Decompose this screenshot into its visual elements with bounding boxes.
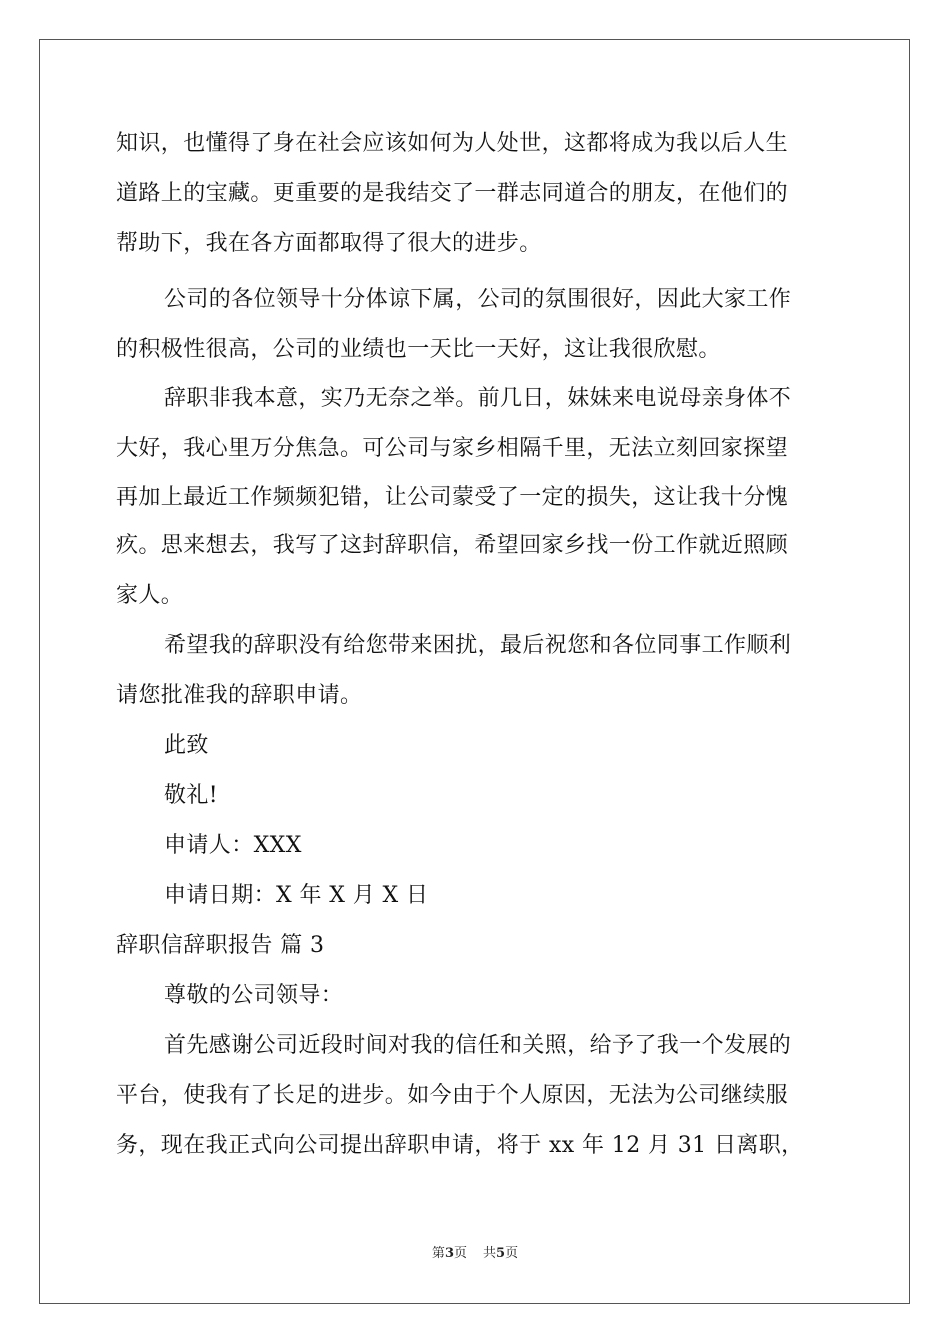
application-date: 申请日期：X 年 X 月 X 日 [164,883,429,908]
page-number-label: 第3页 [431,1246,467,1261]
paragraph-line: 帮助下，我在各方面都取得了很大的进步。 [116,231,542,256]
paragraph-line: 希望我的辞职没有给您带来困扰，最后祝您和各位同事工作顺利 [164,633,792,658]
letter-greeting: 尊敬的公司领导： [164,983,344,1008]
paragraph-line: 公司的各位领导十分体谅下属，公司的氛围很好，因此大家工作 [164,287,792,312]
section-heading: 辞职信辞职报告 篇 3 [116,933,325,958]
applicant-name: 申请人：XXX [164,833,302,858]
paragraph-line: 的积极性很高，公司的业绩也一天比一天好，这让我很欣慰。 [116,337,721,362]
paragraph-line: 知识，也懂得了身在社会应该如何为人处世，这都将成为我以后人生 [116,131,789,156]
paragraph-line: 平台，使我有了长足的进步。如今由于个人原因，无法为公司继续服 [116,1083,789,1108]
closing-regards: 敬礼! [164,783,219,808]
closing-salutation: 此致 [164,733,209,758]
paragraph-line: 辞职非我本意，实乃无奈之举。前几日，妹妹来电说母亲身体不 [164,386,792,411]
paragraph-line: 家人。 [116,583,184,608]
paragraph-line: 大好，我心里万分焦急。可公司与家乡相隔千里，无法立刻回家探望 [116,436,789,461]
paragraph-line: 请您批准我的辞职申请。 [116,683,363,708]
page-footer [0,1244,950,1264]
paragraph-line: 疚。思来想去，我写了这封辞职信，希望回家乡找一份工作就近照顾 [116,533,789,558]
paragraph-line: 再加上最近工作频频犯错，让公司蒙受了一定的损失，这让我十分愧 [116,485,789,510]
paragraph-line: 首先感谢公司近段时间对我的信任和关照，给予了我一个发展的 [164,1033,792,1058]
total-pages-label: 共5页 [483,1246,519,1261]
paragraph-line: 道路上的宝藏。更重要的是我结交了一群志同道合的朋友，在他们的 [116,181,789,206]
paragraph-line: 务，现在我正式向公司提出辞职申请，将于 xx 年 12 月 31 日离职， [116,1133,804,1158]
